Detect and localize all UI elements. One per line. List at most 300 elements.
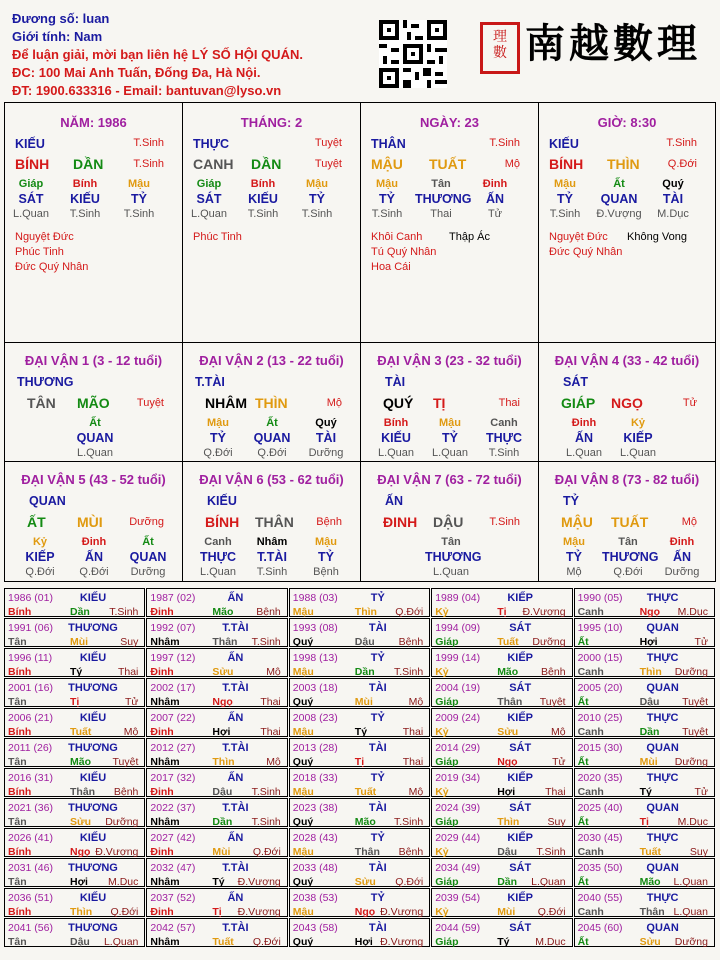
hidden-fate: Q.Đới (203, 447, 233, 459)
year-branch: Mão (497, 666, 519, 678)
pillar-cell (361, 103, 539, 343)
year-cell (431, 768, 572, 797)
year-stem: Nhâm (150, 876, 180, 888)
year-fate: M.Dục (677, 816, 708, 828)
year-cell (431, 648, 572, 677)
year-cell (4, 708, 145, 737)
year-star: TÀI (368, 742, 387, 754)
year-cell (574, 768, 715, 797)
year-star: KIẾP (507, 592, 534, 604)
hidden-fate: L.Quan (431, 447, 469, 459)
year-cell (431, 588, 572, 617)
year-stem: Quý (292, 636, 314, 648)
dai-van-title: ĐẠI VẬN 6 (53 - 62 tuổi) (199, 472, 344, 487)
dai-van-star: ẤN (385, 494, 404, 508)
year-stem: Giáp (435, 876, 459, 888)
hidden-stem: Đinh (81, 536, 107, 548)
year-fate: Mộ (266, 756, 281, 768)
year-star: KIẾU (79, 592, 107, 604)
year-cell (431, 858, 572, 887)
dai-van-branch: MÙI (77, 514, 103, 530)
year-branch: Tuất (70, 726, 92, 738)
year-fate: M.Dục (677, 606, 708, 618)
shensha-note: Phúc Tinh (193, 231, 242, 243)
year-stem: Giáp (435, 636, 459, 648)
year-cell (574, 858, 715, 887)
dai-van-cell (183, 343, 361, 462)
year-label: 1994 (09) (435, 622, 481, 634)
year-star: SÁT (509, 622, 532, 634)
year-label: 1991 (06) (8, 622, 53, 634)
year-label: 2015 (30) (577, 742, 623, 754)
dai-van-cell (5, 343, 183, 462)
year-star: THƯƠNG (68, 682, 118, 694)
dai-van-branch: THÌN (255, 395, 288, 411)
year-star: ẤN (227, 772, 244, 784)
dai-van-stem: BÍNH (205, 514, 240, 530)
year-label: 2036 (51) (8, 892, 53, 904)
year-branch: Mão (639, 876, 661, 888)
hidden-fate: L.Quan (76, 447, 114, 459)
year-stem: Mậu (292, 786, 314, 798)
year-fate: Q.Đới (395, 606, 424, 618)
dai-van-cell (183, 462, 361, 581)
year-star: TỶ (370, 772, 385, 784)
dai-van-title: ĐẠI VẬN 2 (13 - 22 tuổi) (199, 353, 344, 368)
year-branch: Dần (212, 816, 233, 828)
year-cell (574, 678, 715, 707)
year-label: 2033 (48) (292, 862, 338, 874)
year-label: 2018 (33) (292, 772, 338, 784)
year-branch: Ngọ (639, 606, 661, 618)
contact-line: Để luận giải, mời bạn liên hệ LÝ SỐ HỘI QUÁN. (12, 47, 303, 62)
year-stem: Kỷ (435, 606, 449, 618)
pillar-branch: THÌN (607, 156, 640, 172)
year-star: TỶ (370, 832, 385, 844)
year-label: 2012 (27) (150, 742, 196, 754)
hidden-stem: Đinh (571, 417, 597, 429)
dai-van-stem: MẬU (561, 514, 593, 530)
hidden-fate: L.Quan (190, 208, 228, 220)
year-fate: Tuyệt (112, 756, 139, 768)
year-stem: Canh (577, 786, 604, 798)
shensha-note: Tú Quý Nhân (371, 246, 437, 258)
shensha-note: Thập Ác (449, 231, 490, 243)
shensha-note: Nguyệt Đức (549, 231, 608, 243)
hidden-fate: T.Sinh (256, 566, 288, 578)
hidden-fate: L.Quan (199, 566, 237, 578)
year-label: 2043 (58) (292, 922, 338, 934)
year-label: 2032 (47) (150, 862, 196, 874)
hidden-star: ẤN (574, 431, 594, 445)
year-star: SÁT (509, 922, 532, 934)
year-cell (146, 918, 287, 947)
year-stem: Quý (292, 756, 314, 768)
hidden-fate: Q.Đới (79, 566, 109, 578)
year-fate: Tuyệt (539, 696, 566, 708)
hidden-stem: Bính (383, 417, 409, 429)
year-star: TỶ (370, 712, 385, 724)
year-fate: Bệnh (541, 666, 566, 678)
year-fate: Đ.Vượng (380, 906, 424, 918)
year-fate: Tử (552, 756, 566, 768)
hidden-star: TÀI (662, 192, 684, 206)
year-label: 2006 (21) (8, 712, 53, 724)
year-star: QUAN (646, 742, 679, 754)
year-label: 2014 (29) (435, 742, 481, 754)
year-fate: Bệnh (398, 636, 424, 648)
year-label: 2013 (28) (292, 742, 338, 754)
hidden-stem: Bính (250, 178, 276, 190)
hidden-stem: Nhâm (256, 536, 288, 548)
dai-van-star: THƯƠNG (17, 375, 74, 389)
pillar-title: GIỜ: 8:30 (597, 115, 657, 130)
hidden-fate: M.Dục (657, 208, 689, 220)
year-branch: Mão (354, 816, 376, 828)
year-star: KIẾU (79, 652, 107, 664)
year-star: THƯƠNG (68, 622, 118, 634)
year-stem: Đinh (150, 906, 174, 918)
hidden-stem: Ất (142, 536, 154, 548)
year-star: QUAN (646, 802, 679, 814)
dai-van-status: T.Sinh (489, 516, 520, 528)
year-star: T.TÀI (222, 862, 249, 874)
year-branch: Mão (70, 756, 91, 768)
year-stem: Nhâm (150, 936, 180, 948)
hidden-stem: Mậu (563, 536, 585, 548)
hidden-star: QUAN (600, 192, 638, 206)
year-star: THỰC (646, 832, 679, 844)
year-fate: T.Sinh (394, 666, 424, 678)
year-branch: Sửu (70, 816, 92, 828)
hidden-star: TỶ (318, 550, 334, 564)
pillar-branch-status: Q.Đới (667, 158, 697, 170)
year-label: 2010 (25) (577, 712, 623, 724)
pillar-star: THÂN (371, 137, 406, 151)
year-label: 1996 (11) (8, 652, 53, 664)
year-label: 2003 (18) (292, 682, 338, 694)
dai-van-status: Tử (682, 397, 697, 409)
year-cell (4, 828, 145, 857)
pillar-stem: CANH (193, 156, 234, 172)
year-cell (146, 588, 287, 617)
year-star: KIẾP (507, 832, 534, 844)
year-fate: Q.Đới (395, 876, 424, 888)
pillar-branch-status: Mộ (504, 158, 520, 170)
year-fate: Thai (260, 696, 281, 708)
year-cell (146, 888, 287, 917)
year-fate: Mộ (408, 696, 424, 708)
hidden-fate: L.Quan (432, 566, 470, 578)
year-branch: Mùi (354, 696, 373, 708)
year-label: 2029 (44) (435, 832, 481, 844)
year-star: KIẾU (79, 772, 107, 784)
year-stem: Tân (8, 696, 27, 708)
year-stem: Nhâm (150, 696, 180, 708)
shensha-note: Phúc Tinh (15, 246, 64, 258)
pillar-stem: BÍNH (549, 156, 584, 172)
hidden-fate: T.Sinh (123, 208, 155, 220)
year-label: 2045 (60) (577, 922, 623, 934)
hidden-star: QUAN (129, 550, 167, 564)
year-fate: Tử (694, 636, 708, 648)
year-fate: Đ.Vượng (522, 606, 566, 618)
year-cell (4, 858, 145, 887)
year-stem: Nhâm (150, 816, 180, 828)
dai-van-branch: TỊ (433, 395, 446, 411)
year-label: 2024 (39) (435, 802, 481, 814)
dai-van-cell (361, 343, 539, 462)
year-stem: Mậu (292, 726, 314, 738)
year-star: T.TÀI (222, 622, 249, 634)
hidden-stem: Tân (441, 536, 461, 548)
year-stem: Bính (8, 846, 32, 858)
dai-van-title: ĐẠI VẬN 4 (33 - 42 tuổi) (554, 353, 700, 368)
year-cell (146, 768, 287, 797)
year-cell (289, 618, 430, 647)
year-star: TÀI (368, 802, 387, 814)
dai-van-title: ĐẠI VẬN 7 (63 - 72 tuổi) (377, 472, 522, 487)
hidden-fate: Bệnh (313, 566, 339, 578)
year-label: 2001 (16) (8, 682, 53, 694)
year-fate: Q.Đới (537, 906, 566, 918)
year-label: 2023 (38) (292, 802, 338, 814)
year-branch: Dậu (212, 786, 233, 798)
year-branch: Dậu (354, 636, 375, 648)
year-branch: Sửu (497, 726, 519, 738)
hidden-stem: Canh (490, 417, 518, 429)
year-stem: Bính (8, 666, 32, 678)
year-cell (431, 708, 572, 737)
year-star: SÁT (509, 682, 532, 694)
year-fate: L.Quan (673, 906, 708, 918)
year-label: 2000 (15) (577, 652, 623, 664)
pillar-branch-status: T.Sinh (133, 158, 164, 170)
year-cell (431, 618, 572, 647)
year-cell (146, 678, 287, 707)
hidden-fate: Q.Đới (257, 447, 287, 459)
year-star: KIẾP (507, 892, 534, 904)
year-cell (289, 678, 430, 707)
year-fate: Mộ (266, 666, 281, 678)
four-pillars-grid (4, 102, 716, 582)
dai-van-stem: NHÂM (205, 395, 247, 411)
year-fate: Suy (689, 846, 708, 858)
year-star: T.TÀI (222, 682, 249, 694)
pillar-star: THỰC (193, 137, 230, 151)
year-branch: Hợi (212, 726, 231, 738)
dai-van-star: TÀI (385, 375, 406, 389)
hidden-star: TÀI (315, 431, 337, 445)
year-fate: Tuyệt (682, 726, 708, 738)
dai-van-star: T.TÀI (195, 375, 225, 389)
year-stem: Bính (8, 726, 32, 738)
year-cell (4, 768, 145, 797)
year-star: SÁT (509, 802, 532, 814)
year-label: 1986 (01) (8, 592, 53, 604)
year-branch: Ngọ (497, 756, 518, 768)
dai-van-stem: QUÝ (383, 395, 414, 411)
year-branch: Hợi (639, 636, 658, 648)
year-fate: Dưỡng (674, 936, 708, 948)
year-fate: L.Quan (673, 876, 708, 888)
year-fate: T.Sinh (109, 606, 139, 618)
yearly-luck-grid (4, 588, 716, 954)
year-fate: Dưỡng (105, 816, 139, 828)
year-cell (289, 588, 430, 617)
year-stem: Đinh (150, 846, 174, 858)
hidden-star: TỶ (309, 192, 325, 206)
dai-van-cell (539, 462, 715, 581)
year-branch: Tị (354, 756, 365, 768)
year-cell (574, 828, 715, 857)
hidden-star: THỰC (485, 431, 523, 445)
year-branch: Tuất (354, 786, 377, 798)
dai-van-cell (5, 462, 183, 581)
year-stem: Tân (8, 936, 27, 948)
year-label: 2038 (53) (292, 892, 338, 904)
dai-van-cell (539, 343, 715, 462)
year-fate: Bệnh (398, 846, 424, 858)
year-star: KIẾP (507, 772, 534, 784)
year-branch: Tý (212, 876, 225, 888)
year-branch: Ngọ (212, 696, 233, 708)
year-branch: Dậu (70, 936, 90, 948)
year-stem: Nhâm (150, 756, 180, 768)
hidden-stem: Quý (315, 417, 337, 429)
qr-code-icon (379, 20, 447, 88)
dai-van-branch: MÃO (77, 395, 110, 411)
year-fate: Tử (694, 786, 708, 798)
chart-header (12, 10, 303, 100)
hidden-star: KIẾP (25, 550, 55, 564)
year-label: 1999 (14) (435, 652, 481, 664)
year-fate: Đ.Vượng (95, 846, 139, 858)
year-star: ẤN (227, 652, 244, 664)
shensha-note: Đức Quý Nhân (15, 261, 89, 273)
year-label: 2002 (17) (150, 682, 196, 694)
hidden-star: QUAN (76, 431, 114, 445)
year-cell (289, 888, 430, 917)
dai-van-status: Mộ (326, 397, 342, 409)
year-cell (4, 798, 145, 827)
year-fate: Thai (402, 756, 424, 768)
year-branch: Mão (212, 606, 234, 618)
hidden-star: T.TÀI (257, 550, 287, 564)
year-label: 1992 (07) (150, 622, 196, 634)
year-star: TÀI (368, 862, 387, 874)
year-branch: Sửu (212, 666, 234, 678)
year-fate: Thai (545, 786, 566, 798)
year-fate: Q.Đới (252, 846, 281, 858)
year-cell (574, 618, 715, 647)
pillar-title: NGÀY: 23 (420, 115, 479, 130)
year-star: KIẾP (507, 652, 534, 664)
year-branch: Thân (639, 906, 665, 918)
hidden-star: ẤN (672, 550, 692, 564)
year-cell (574, 708, 715, 737)
year-cell (289, 768, 430, 797)
dai-van-star: KIẾU (207, 494, 237, 508)
hidden-fate: Q.Đới (25, 566, 55, 578)
year-cell (146, 798, 287, 827)
dai-van-title: ĐẠI VẬN 5 (43 - 52 tuổi) (21, 472, 166, 487)
gender: Giới tính: Nam (12, 29, 103, 44)
year-cell (146, 648, 287, 677)
year-label: 2005 (20) (577, 682, 623, 694)
year-fate: T.Sinh (394, 816, 424, 828)
year-stem: Giáp (435, 696, 459, 708)
year-fate: Q.Đới (110, 906, 139, 918)
year-stem: Canh (577, 666, 604, 678)
year-branch: Tuất (639, 846, 661, 858)
year-label: 2027 (42) (150, 832, 196, 844)
hidden-stem: Canh (204, 536, 232, 548)
year-fate: Suy (120, 636, 139, 648)
year-fate: L.Quan (531, 876, 566, 888)
year-stem: Tân (8, 756, 27, 768)
hidden-fate: Tử (487, 208, 503, 220)
hidden-fate: Đ.Vượng (596, 208, 642, 220)
year-cell (574, 888, 715, 917)
year-cell (4, 618, 145, 647)
hidden-stem: Tân (618, 536, 638, 548)
hidden-stem: Ất (89, 417, 101, 429)
hidden-fate: Dưỡng (308, 447, 344, 459)
year-stem: Kỷ (435, 906, 449, 918)
year-stem: Ất (577, 696, 589, 708)
year-stem: Giáp (435, 936, 459, 948)
year-label: 1993 (08) (292, 622, 338, 634)
year-stem: Ất (577, 816, 589, 828)
year-branch: Ngọ (70, 846, 91, 858)
year-branch: Thìn (354, 606, 377, 618)
year-cell (146, 738, 287, 767)
dai-van-title: ĐẠI VẬN 1 (3 - 12 tuổi) (24, 353, 163, 368)
year-label: 1998 (13) (292, 652, 338, 664)
year-stem: Quý (292, 936, 314, 948)
year-stem: Quý (292, 876, 314, 888)
year-star: KIẾP (507, 712, 534, 724)
hidden-stem: Kỷ (32, 536, 48, 548)
hidden-fate: T.Sinh (69, 208, 101, 220)
year-star: THỰC (646, 652, 679, 664)
year-stem: Đinh (150, 786, 174, 798)
hidden-star: TỶ (557, 192, 573, 206)
year-stem: Kỷ (435, 726, 449, 738)
year-branch: Dần (497, 876, 518, 888)
year-label: 2007 (22) (150, 712, 196, 724)
hidden-stem: Tân (431, 178, 451, 190)
hidden-stem: Ất (613, 178, 625, 190)
hidden-star: THƯƠNG (425, 550, 482, 564)
pillar-title: THÁNG: 2 (240, 115, 303, 130)
year-branch: Hợi (354, 936, 373, 948)
dai-van-stem: ĐINH (383, 514, 418, 530)
dai-van-status: Mộ (681, 516, 697, 528)
year-branch: Mùi (70, 636, 89, 648)
year-star: SÁT (509, 742, 532, 754)
year-branch: Mùi (497, 906, 516, 918)
year-stem: Mậu (292, 846, 314, 858)
hidden-star: TỶ (442, 431, 458, 445)
year-fate: Dưỡng (532, 636, 566, 648)
year-fate: Thai (402, 726, 424, 738)
year-stem: Ất (577, 876, 589, 888)
year-stem: Quý (292, 696, 314, 708)
hidden-stem: Mậu (207, 417, 229, 429)
dai-van-stem: GIÁP (561, 395, 596, 411)
